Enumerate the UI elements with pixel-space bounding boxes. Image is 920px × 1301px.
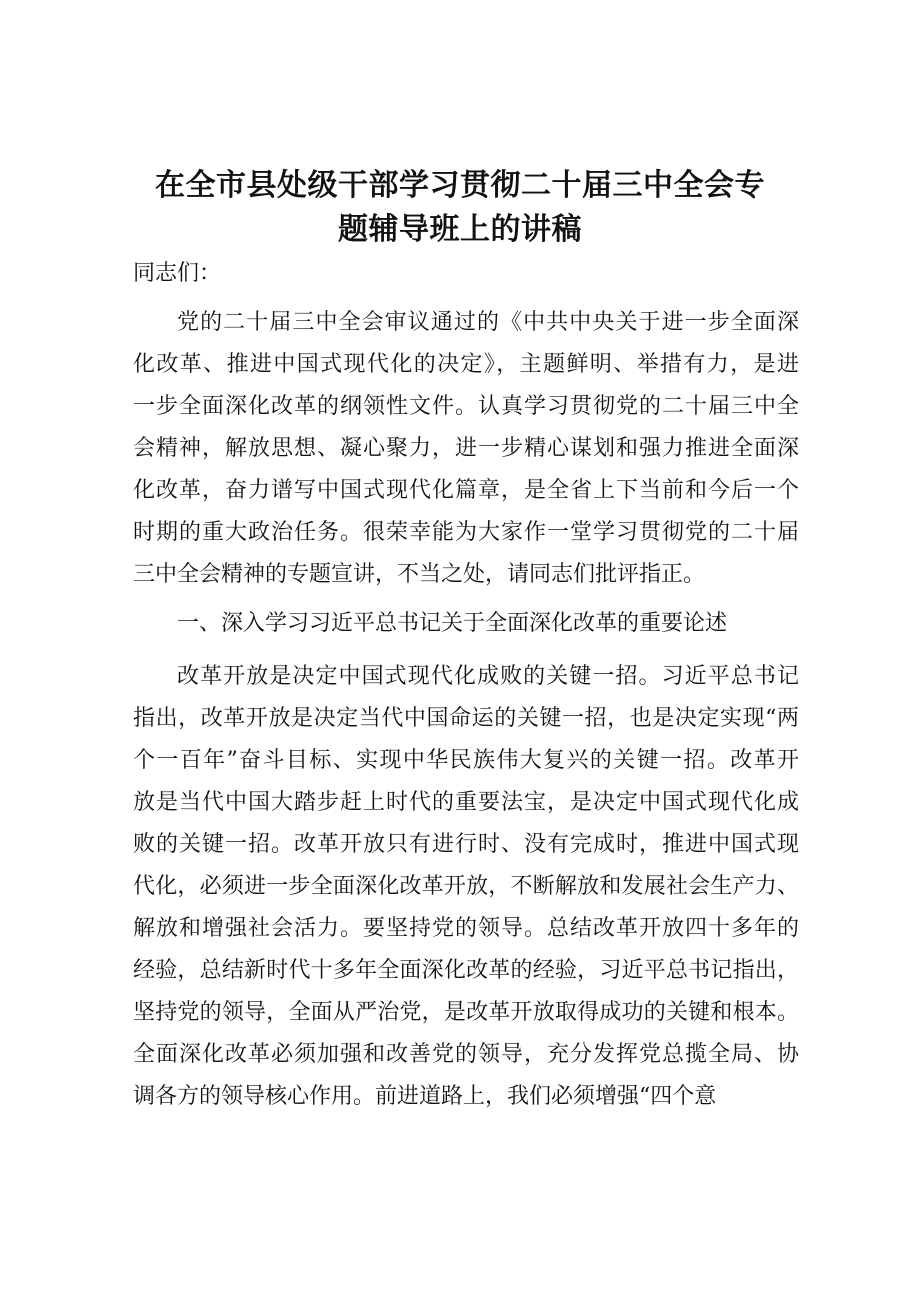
- paragraph-line: 经验，总结新时代十多年全面深化改革的经验，习近平总书记指出，: [133, 958, 799, 983]
- paragraph-line: 化改革，奋力谱写中国式现代化篇章，是全省上下当前和今后一个: [133, 478, 799, 503]
- paragraph-line: 放是当代中国大踏步赶上时代的重要法宝，是决定中国式现代化成: [133, 790, 799, 815]
- document-title: [120, 164, 800, 252]
- paragraph-line: 解放和增强社会活力。要坚持党的领导。总结改革开放四十多年的: [133, 916, 799, 941]
- paragraph-line: 调各方的领导核心作用。前进道路上，我们必须增强“四个意: [133, 1084, 717, 1109]
- paragraph-line: 党的二十届三中全会审议通过的《中共中央关于进一步全面深: [177, 310, 799, 335]
- title-line: 在全市县处级干部学习贯彻二十届三中全会专: [155, 168, 765, 203]
- paragraph-line: 代化，必须进一步全面深化改革开放，不断解放和发展社会生产力、: [133, 874, 799, 899]
- paragraph-line: 时期的重大政治任务。很荣幸能为大家作一堂学习贯彻党的二十届: [133, 520, 799, 545]
- paragraph-line: 个一百年”奋斗目标、实现中华民族伟大复兴的关键一招。改革开: [133, 748, 799, 773]
- paragraph-line: 会精神，解放思想、凝心聚力，进一步精心谋划和强力推进全面深: [133, 436, 799, 461]
- paragraph-line: 全面深化改革必须加强和改善党的领导，充分发挥党总揽全局、协: [133, 1042, 799, 1067]
- paragraph-line: 一步全面深化改革的纲领性文件。认真学习贯彻党的二十届三中全: [133, 394, 799, 419]
- section-heading: 一、深入学习习近平总书记关于全面深化改革的重要论述: [177, 611, 728, 636]
- paragraph-line: 三中全会精神的专题宣讲，不当之处，请同志们批评指正。: [133, 562, 706, 587]
- paragraph-line: 指出，改革开放是决定当代中国命运的关键一招，也是决定实现“两: [133, 706, 799, 731]
- salutation: 同志们：: [133, 261, 222, 286]
- paragraph-line: 改革开放是决定中国式现代化成败的关键一招。习近平总书记: [177, 664, 799, 689]
- title-line: 题辅导班上的讲稿: [338, 212, 582, 247]
- paragraph-line: 败的关键一招。改革开放只有进行时、没有完成时，推进中国式现: [133, 832, 799, 857]
- paragraph-reform: [133, 656, 799, 1118]
- paragraph-line: 坚持党的领导，全面从严治党，是改革开放取得成功的关键和根本。: [133, 1000, 799, 1025]
- paragraph-line: 化改革、推进中国式现代化的决定》，主题鲜明、举措有力，是进: [133, 352, 799, 377]
- paragraph-intro: [133, 302, 799, 596]
